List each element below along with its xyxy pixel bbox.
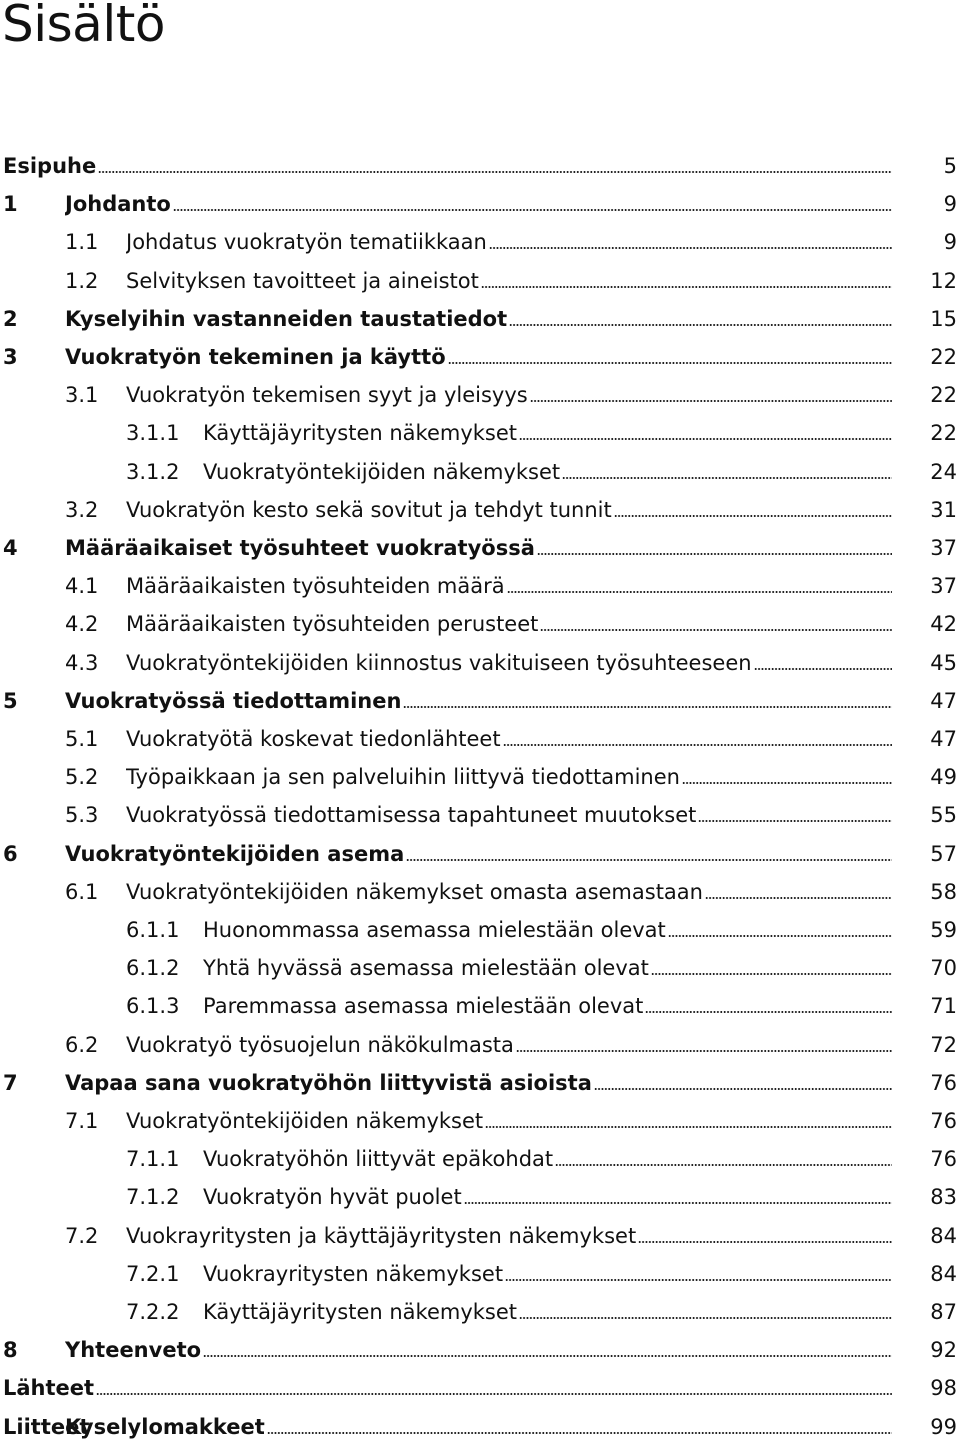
toc-entry-title-line [126,796,892,834]
toc-entry-number: 4 [3,536,18,560]
dot-leader [505,1277,892,1283]
toc-entry-page-number: 76 [930,1070,957,1095]
dot-leader [645,1009,892,1015]
toc-entry[interactable] [0,873,960,911]
dot-leader [562,475,892,481]
toc-entry-title: Yhteenveto [65,1338,202,1363]
toc-entry-title: Vuokratyön tekemisen syyt ja yleisyys [126,383,528,408]
toc-entry-title-line [203,911,892,949]
toc-entry-title: Vapaa sana vuokratyöhön liittyvistä asioista [65,1070,592,1095]
toc-entry[interactable] [0,529,960,567]
toc-entry-title-line [65,529,892,567]
toc-entry-page-number: 98 [930,1376,957,1401]
toc-entry-title-line [203,987,892,1025]
toc-entry[interactable] [0,1217,960,1255]
toc-entry-page-number: 45 [930,650,957,675]
dot-leader [98,169,892,175]
toc-entry-number: Liitteet [3,1414,90,1439]
toc-entry[interactable] [0,682,960,720]
toc-entry[interactable] [0,262,960,300]
toc-entry-page-number: 15 [930,306,957,331]
toc-entry-page-number: 24 [930,459,957,484]
toc-entry-title: Lähteet [3,1376,95,1401]
dot-leader [594,1086,892,1092]
dot-leader [489,245,892,251]
dot-leader [503,742,892,748]
toc-entry-title-line [126,376,892,414]
dot-leader [668,933,892,939]
toc-entry-title: Työpaikkaan ja sen palveluihin liittyvä tiedottaminen [126,765,680,790]
toc-entry[interactable] [0,911,960,949]
toc-entry-title-line [126,720,892,758]
dot-leader [530,398,892,404]
toc-entry[interactable] [0,453,960,491]
toc-entry[interactable] [0,223,960,261]
toc-entry-title: Määräaikaisten työsuhteiden määrä [126,574,505,599]
toc-entry-title: Vuokrayritysten ja käyttäjäyritysten näkemykset [126,1223,637,1248]
toc-entry-title: Vuokratyön hyvät puolet [203,1185,462,1210]
toc-entry-title: Vuokratyössä tiedottamisessa tapahtuneet muutokset [126,803,697,828]
toc-entry-number: 1.2 [65,268,99,293]
toc-entry-title-line [126,644,892,682]
toc-entry-title: Kyselyihin vastanneiden taustatiedot [65,306,508,331]
toc-entry-title-line [126,758,892,796]
toc-entry-page-number: 72 [930,1032,957,1057]
toc-entry-title-line [203,1293,892,1331]
toc-entry-page-number: 9 [943,230,957,255]
toc-entry-title: Johdatus vuokratyön tematiikkaan [126,230,487,255]
toc-entry-page-number: 83 [930,1185,957,1210]
toc-entry-page-number: 37 [930,574,957,599]
toc-entry-page-number: 87 [930,1300,957,1324]
toc-entry[interactable] [0,185,960,223]
toc-entry-title: Kyselylomakkeet [65,1414,265,1439]
dot-leader [448,360,892,366]
toc-entry-number: 6.1.2 [126,956,180,981]
toc-entry-number: 3.1.1 [126,421,180,446]
toc-entry-title-line [65,185,892,223]
dot-leader [481,284,892,290]
toc-entry[interactable] [0,1026,960,1064]
dot-leader [555,1162,892,1168]
toc-entry-title-line [65,1331,892,1369]
toc-entry-number: 6 [3,841,18,866]
toc-entry-title: Vuokratyön tekeminen ja käyttö [65,345,446,369]
toc-entry-page-number: 76 [930,1147,957,1172]
toc-entry-title: Vuokrayritysten näkemykset [203,1261,504,1286]
toc-entry-title-line [126,1102,892,1140]
toc-entry-title-line [126,1217,892,1255]
toc-entry-number: 4.1 [65,574,99,599]
toc-entry-title: Huonommassa asemassa mielestään olevat [203,918,666,942]
toc-entry-number: 1.1 [65,230,99,255]
toc-entry[interactable] [0,1331,960,1369]
toc-entry-number: 7.1 [65,1109,99,1133]
dot-leader [203,1353,892,1359]
toc-entry[interactable] [0,1140,960,1178]
toc-entry-title: Määräaikaisten työsuhteiden perusteet [126,612,539,637]
dot-leader [651,971,892,977]
toc-entry[interactable] [0,987,960,1025]
toc-entry-number: 6.1.1 [126,918,180,942]
toc-entry-page-number: 37 [930,536,957,560]
toc-entry-title-line [126,567,892,605]
toc-entry[interactable] [0,949,960,987]
toc-entry-page-number: 84 [930,1223,957,1248]
dot-leader [705,895,892,901]
toc-entry-number: 7 [3,1070,18,1095]
dot-leader [682,780,892,786]
toc-entry-page-number: 42 [930,612,957,637]
toc-entry-number: 4.2 [65,612,99,637]
toc-entry-page-number: 76 [930,1109,957,1133]
toc-entry[interactable] [0,644,960,682]
toc-entry-page-number: 57 [930,841,957,866]
toc-entry[interactable] [0,147,960,185]
toc-entry[interactable] [0,1293,960,1331]
toc-entry-title-line [203,414,892,452]
toc-entry-number: 6.2 [65,1032,99,1057]
toc-entry-page-number: 71 [930,994,957,1019]
toc-entry-number: 7.1.2 [126,1185,180,1210]
toc-entry-page-number: 58 [930,879,957,904]
toc-entry[interactable] [0,567,960,605]
toc-entry-page-number: 9 [943,192,957,217]
dot-leader [485,1124,892,1130]
toc-entry-title-line [65,300,892,338]
toc-entry-title-line [126,1026,892,1064]
toc-entry-page-number: 92 [930,1338,957,1363]
toc-entry-title: Johdanto [65,192,171,217]
dot-leader [698,818,892,824]
toc-entry[interactable] [0,758,960,796]
toc-entry-title-line [126,262,892,300]
toc-entry-page-number: 59 [930,918,957,942]
toc-entry[interactable] [0,1178,960,1216]
toc-entry-number: 3.1 [65,383,99,408]
dot-leader [537,551,892,557]
toc-entry-title-line [126,605,892,643]
dot-leader [406,857,892,863]
dot-leader [173,207,892,213]
toc-entry-page-number: 84 [930,1261,957,1286]
toc-entry-number: 6.1 [65,879,99,904]
toc-entry-number: 5.3 [65,803,99,828]
toc-entry-title: Vuokratyöntekijöiden näkemykset omasta asemastaan [126,879,703,904]
toc-entry-number: 3.1.2 [126,459,180,484]
dot-leader [464,1200,892,1206]
toc-entry-number: 6.1.3 [126,994,180,1019]
toc-entry-number: 1 [3,192,18,217]
toc-entry-number: 7.2 [65,1223,99,1248]
dot-leader [519,1315,892,1321]
toc-entry-title: Paremmassa asemassa mielestään olevat [203,994,644,1019]
toc-entry-number: 7.1.1 [126,1147,180,1172]
toc-entry-number: 4.3 [65,650,99,675]
toc-entry-title: Vuokratyössä tiedottaminen [65,688,402,713]
toc-entry-title-line [126,491,892,529]
toc-entry-number: 5 [3,688,18,713]
dot-leader [96,1391,892,1397]
toc-entry-title-line [203,1178,892,1216]
toc-entry-page-number: 31 [930,497,957,522]
toc-entry-title: Selvityksen tavoitteet ja aineistot [126,268,479,293]
toc-entry-page-number: 5 [943,154,957,178]
toc-entry[interactable] [0,491,960,529]
dot-leader [509,322,892,328]
toc-entry-number: 3.2 [65,497,99,522]
dot-leader [754,666,892,672]
toc-entry-number: 7.2.2 [126,1300,180,1324]
toc-entry-title: Vuokratyöntekijöiden asema [65,841,405,866]
toc-entry-page-number: 99 [930,1414,957,1439]
toc-entry-title-line [65,1064,892,1102]
toc-entry[interactable] [0,376,960,414]
toc-entry[interactable] [0,605,960,643]
toc-entry-page-number: 55 [930,803,957,828]
toc-entry-title-line [65,835,892,873]
dot-leader [519,436,892,442]
toc-entry-page-number: 12 [930,268,957,293]
toc-entry-title: Käyttäjäyritysten näkemykset [203,1300,518,1324]
toc-entry-page-number: 22 [930,383,957,408]
toc-entry-number: 3 [3,345,18,369]
toc-entry-title-line [126,223,892,261]
toc-entry-title-line [203,949,892,987]
toc-entry-title: Vuokratyöhön liittyvät epäkohdat [203,1147,554,1172]
toc-entry-title-line [65,682,892,720]
toc-entry-title: Määräaikaiset työsuhteet vuokratyössä [65,536,535,560]
toc-entry-number: 8 [3,1338,18,1363]
toc-entry[interactable] [0,1102,960,1140]
toc-entry[interactable] [0,414,960,452]
toc-entry[interactable] [0,338,960,376]
toc-entry[interactable] [0,720,960,758]
page-title: Sisältö [2,0,165,53]
dot-leader [638,1239,892,1245]
toc-entry-page-number: 22 [930,345,957,369]
toc-entry[interactable] [0,300,960,338]
toc-entry-title-line [3,147,892,185]
toc-entry-number: 5.2 [65,765,99,790]
toc-entry-title-line [203,1140,892,1178]
toc-entry-title: Esipuhe [3,154,97,178]
toc-entry-title: Vuokratyö työsuojelun näkökulmasta [126,1032,514,1057]
toc-entry[interactable] [0,1064,960,1102]
toc-entry-title-line [203,453,892,491]
toc-entry-page-number: 47 [930,688,957,713]
toc-entry-title: Käyttäjäyritysten näkemykset [203,421,518,446]
dot-leader [614,513,892,519]
toc-entry-title-line [65,338,892,376]
dot-leader [516,1048,892,1054]
dot-leader [540,627,892,633]
toc-entry-title: Yhtä hyvässä asemassa mielestään olevat [203,956,649,981]
dot-leader [507,589,892,595]
toc-entry-title-line [3,1369,892,1407]
toc-entry-page-number: 22 [930,421,957,446]
toc-entry[interactable] [0,796,960,834]
toc-entry-title: Vuokratyöntekijöiden kiinnostus vakituiseen työsuhteeseen [126,650,752,675]
toc-entry-page-number: 47 [930,727,957,751]
toc-entry-title: Vuokratyöntekijöiden näkemykset [203,459,561,484]
toc-entry[interactable] [0,1255,960,1293]
toc-entry-number: 2 [3,306,18,331]
dot-leader [267,1430,892,1436]
toc-entry-number: 5.1 [65,727,99,751]
toc-entry-number: 7.2.1 [126,1261,180,1286]
dot-leader [403,704,892,710]
toc-entry-page-number: 70 [930,956,957,981]
toc-entry[interactable] [0,1369,960,1407]
toc-entry-title: Vuokratyötä koskevat tiedonlähteet [126,727,501,751]
toc-entry[interactable] [0,835,960,873]
toc-entry-title-line [126,873,892,911]
toc-entry-title-line [203,1255,892,1293]
toc-entry-title: Vuokratyön kesto sekä sovitut ja tehdyt tunnit [126,497,612,522]
toc-entry-page-number: 49 [930,765,957,790]
toc-entry-title: Vuokratyöntekijöiden näkemykset [126,1109,484,1133]
